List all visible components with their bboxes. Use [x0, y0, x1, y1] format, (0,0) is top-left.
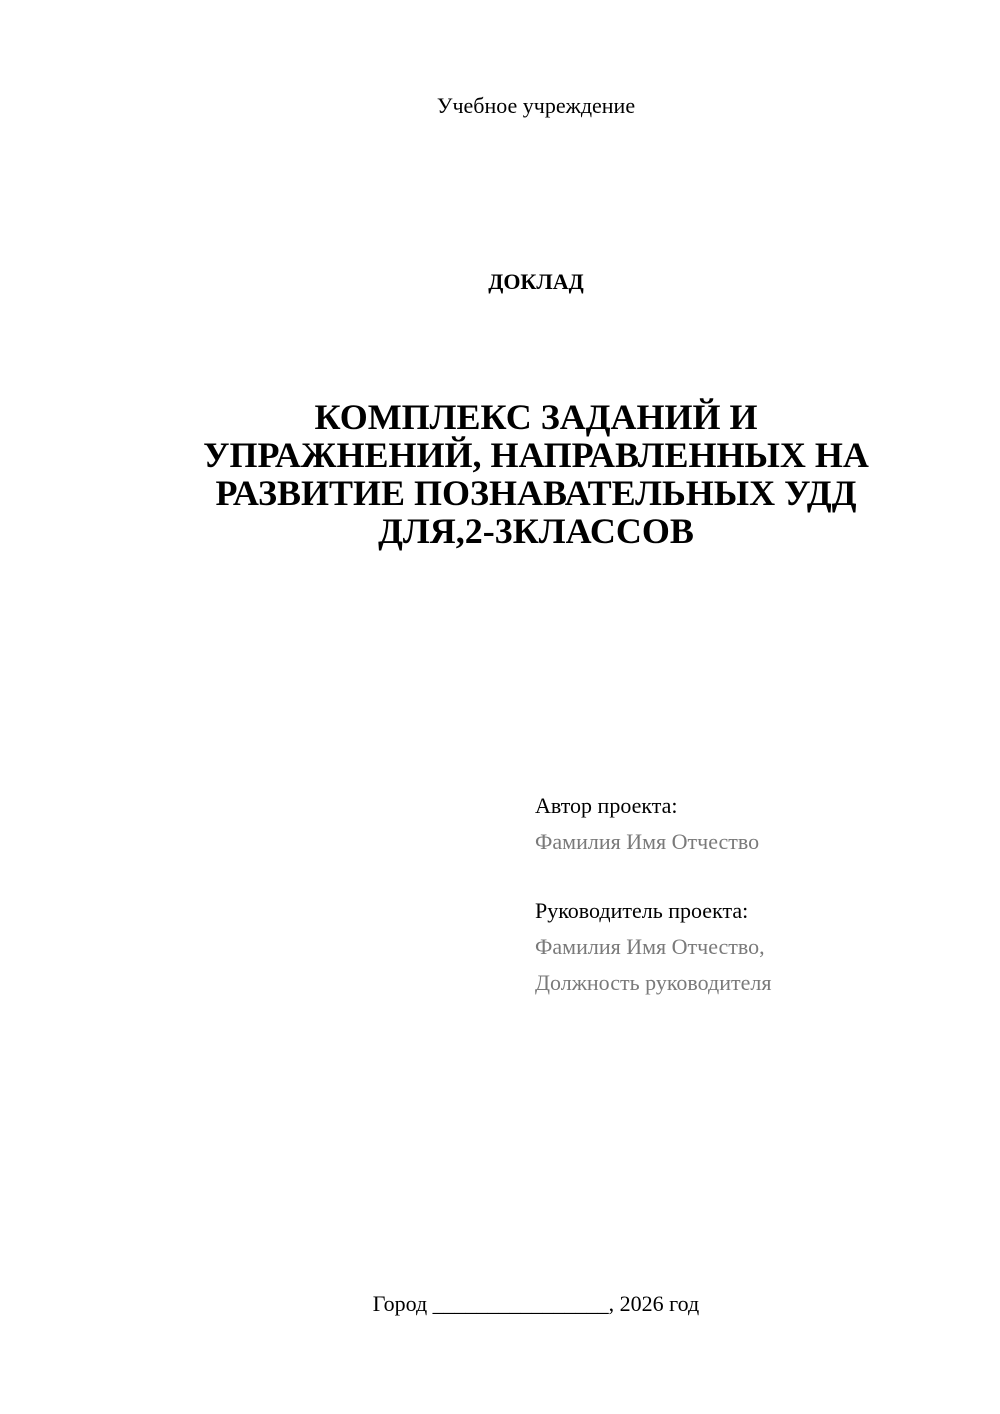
document-type: ДОКЛАД	[488, 269, 584, 294]
title-line: КОМПЛЕКС ЗАДАНИЙ И	[314, 397, 758, 437]
document-title	[130, 398, 942, 550]
author-label: Автор проекта:	[535, 793, 678, 818]
city-year-footer: Город ________________, 2026 год	[372, 1291, 700, 1316]
supervisor-label: Руководитель проекта:	[535, 898, 749, 923]
supervisor-position: Должность руководителя	[535, 970, 772, 995]
author-block	[535, 788, 975, 860]
title-line: РАЗВИТИЕ ПОЗНАВАТЕЛЬНЫХ УДД	[215, 473, 857, 513]
institution-name: Учебное учреждение	[436, 93, 636, 118]
title-line: ДЛЯ,2-3КЛАССОВ	[378, 511, 694, 551]
supervisor-name: Фамилия Имя Отчество,	[535, 934, 765, 959]
supervisor-block	[535, 893, 975, 1001]
author-name: Фамилия Имя Отчество	[535, 829, 760, 854]
title-line: УПРАЖНЕНИЙ, НАПРАВЛЕННЫХ НА	[203, 435, 869, 475]
